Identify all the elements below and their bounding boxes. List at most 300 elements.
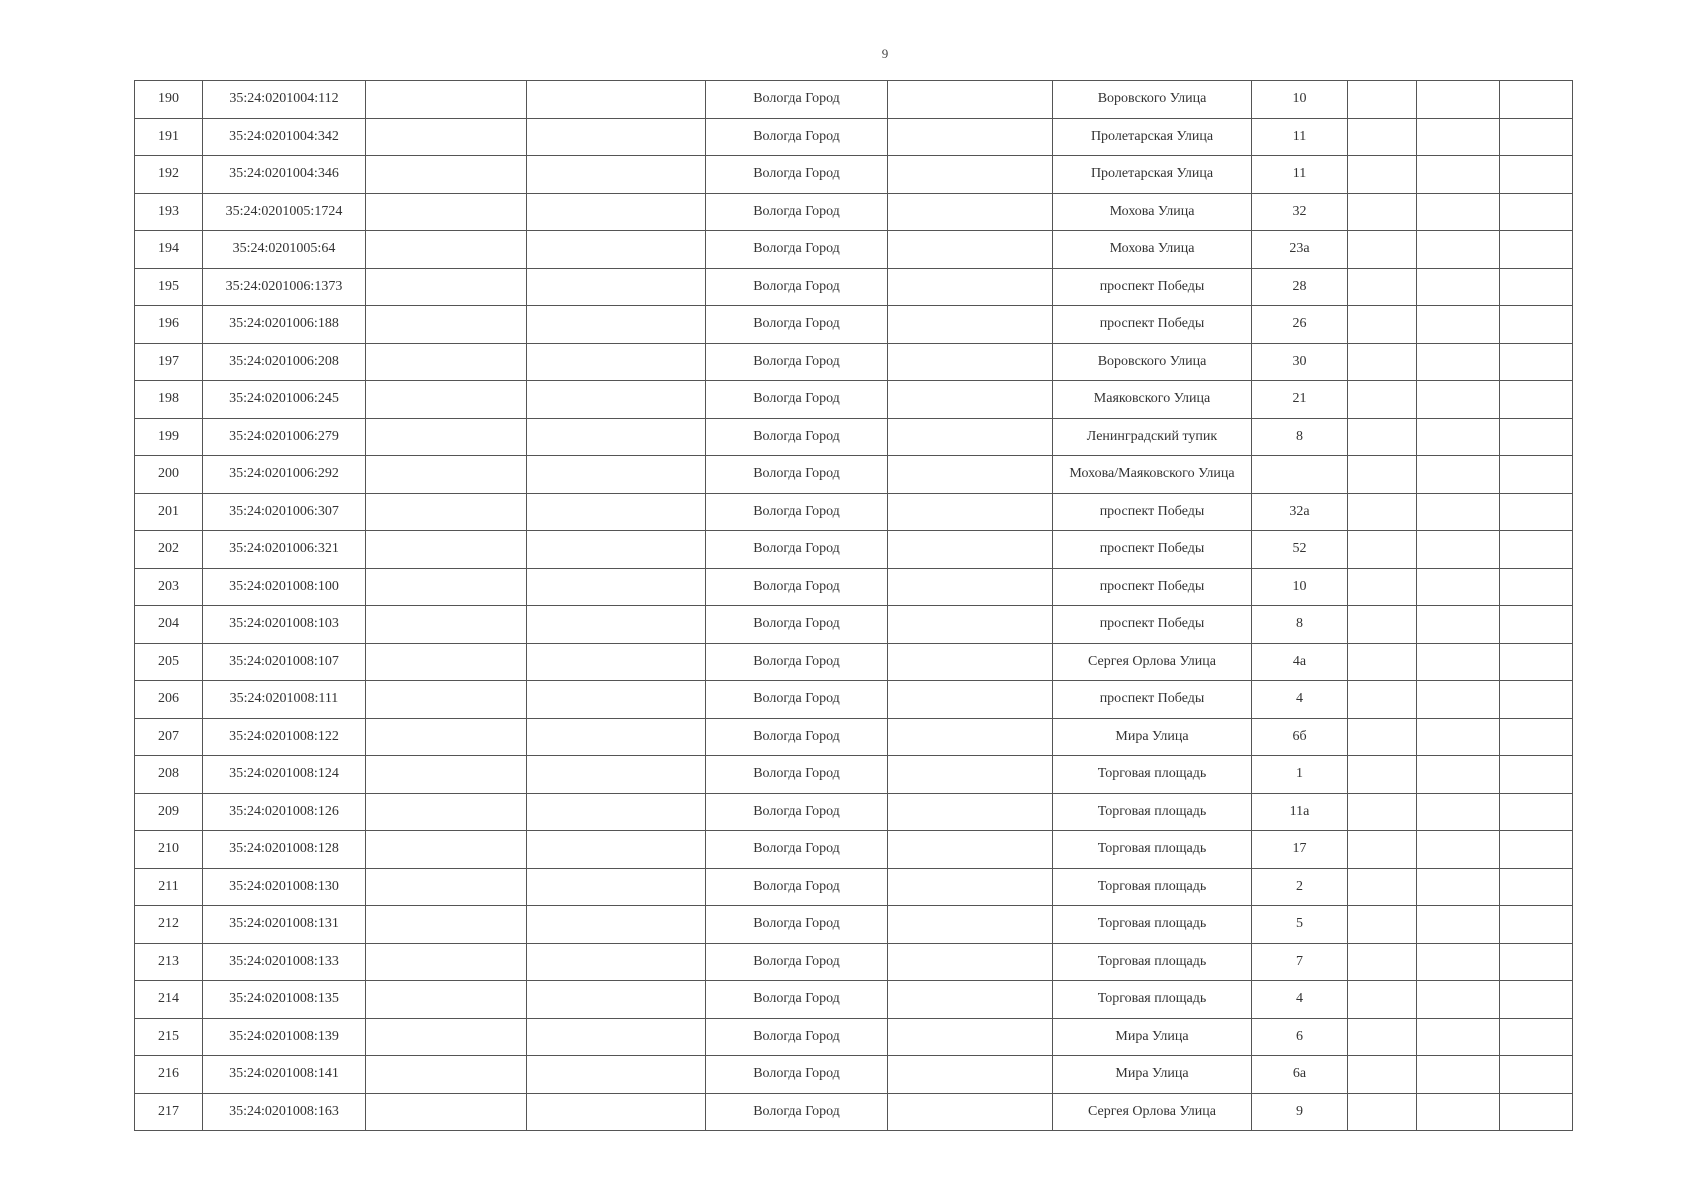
cadastral-number-cell: 35:24:0201008:133 bbox=[203, 943, 366, 981]
empty-cell bbox=[1500, 156, 1573, 194]
empty-cell bbox=[366, 493, 527, 531]
row-number-cell: 198 bbox=[135, 381, 203, 419]
house-number-cell: 6 bbox=[1252, 1018, 1348, 1056]
street-cell: Воровского Улица bbox=[1053, 343, 1252, 381]
city-cell: Вологда Город bbox=[706, 831, 888, 869]
empty-cell bbox=[888, 493, 1053, 531]
table-row bbox=[135, 981, 1573, 1019]
street-cell: проспект Победы bbox=[1053, 606, 1252, 644]
city-cell: Вологда Город bbox=[706, 906, 888, 944]
house-number-cell: 2 bbox=[1252, 868, 1348, 906]
empty-cell bbox=[888, 868, 1053, 906]
street-cell: Мира Улица bbox=[1053, 1018, 1252, 1056]
cadastral-number-cell: 35:24:0201006:208 bbox=[203, 343, 366, 381]
city-cell: Вологда Город bbox=[706, 81, 888, 119]
row-number-cell: 207 bbox=[135, 718, 203, 756]
table-row bbox=[135, 1093, 1573, 1131]
house-number-cell: 30 bbox=[1252, 343, 1348, 381]
empty-cell bbox=[888, 831, 1053, 869]
street-cell: Пролетарская Улица bbox=[1053, 118, 1252, 156]
empty-cell bbox=[1417, 1056, 1500, 1094]
empty-cell bbox=[888, 1056, 1053, 1094]
house-number-cell: 26 bbox=[1252, 306, 1348, 344]
empty-cell bbox=[527, 268, 706, 306]
house-number-cell: 23а bbox=[1252, 231, 1348, 269]
house-number-cell: 4 bbox=[1252, 981, 1348, 1019]
row-number-cell: 213 bbox=[135, 943, 203, 981]
empty-cell bbox=[1348, 793, 1417, 831]
empty-cell bbox=[888, 793, 1053, 831]
empty-cell bbox=[888, 1018, 1053, 1056]
city-cell: Вологда Город bbox=[706, 193, 888, 231]
empty-cell bbox=[366, 756, 527, 794]
table-row bbox=[135, 306, 1573, 344]
empty-cell bbox=[1500, 643, 1573, 681]
empty-cell bbox=[888, 531, 1053, 569]
empty-cell bbox=[366, 681, 527, 719]
empty-cell bbox=[1348, 531, 1417, 569]
empty-cell bbox=[888, 568, 1053, 606]
street-cell: Мохова Улица bbox=[1053, 193, 1252, 231]
empty-cell bbox=[1417, 1018, 1500, 1056]
city-cell: Вологда Город bbox=[706, 1018, 888, 1056]
empty-cell bbox=[527, 643, 706, 681]
empty-cell bbox=[1348, 981, 1417, 1019]
empty-cell bbox=[1417, 531, 1500, 569]
cadastral-number-cell: 35:24:0201008:131 bbox=[203, 906, 366, 944]
empty-cell bbox=[888, 343, 1053, 381]
empty-cell bbox=[366, 531, 527, 569]
city-cell: Вологда Город bbox=[706, 793, 888, 831]
empty-cell bbox=[888, 1093, 1053, 1131]
empty-cell bbox=[366, 943, 527, 981]
house-number-cell: 4 bbox=[1252, 681, 1348, 719]
empty-cell bbox=[1417, 118, 1500, 156]
empty-cell bbox=[888, 306, 1053, 344]
empty-cell bbox=[1417, 418, 1500, 456]
table-row bbox=[135, 118, 1573, 156]
empty-cell bbox=[1500, 981, 1573, 1019]
empty-cell bbox=[888, 681, 1053, 719]
cadastral-number-cell: 35:24:0201008:103 bbox=[203, 606, 366, 644]
empty-cell bbox=[366, 381, 527, 419]
empty-cell bbox=[1500, 718, 1573, 756]
empty-cell bbox=[1500, 193, 1573, 231]
house-number-cell: 10 bbox=[1252, 568, 1348, 606]
house-number-cell: 17 bbox=[1252, 831, 1348, 869]
house-number-cell: 11а bbox=[1252, 793, 1348, 831]
row-number-cell: 192 bbox=[135, 156, 203, 194]
city-cell: Вологда Город bbox=[706, 381, 888, 419]
row-number-cell: 214 bbox=[135, 981, 203, 1019]
empty-cell bbox=[366, 1093, 527, 1131]
table-row bbox=[135, 1018, 1573, 1056]
cadastral-number-cell: 35:24:0201004:346 bbox=[203, 156, 366, 194]
empty-cell bbox=[527, 1056, 706, 1094]
empty-cell bbox=[366, 456, 527, 494]
empty-cell bbox=[1417, 793, 1500, 831]
empty-cell bbox=[1500, 1056, 1573, 1094]
street-cell: Воровского Улица bbox=[1053, 81, 1252, 119]
empty-cell bbox=[527, 943, 706, 981]
empty-cell bbox=[366, 643, 527, 681]
empty-cell bbox=[1500, 568, 1573, 606]
empty-cell bbox=[1417, 156, 1500, 194]
city-cell: Вологда Город bbox=[706, 418, 888, 456]
cadastral-number-cell: 35:24:0201006:292 bbox=[203, 456, 366, 494]
empty-cell bbox=[527, 418, 706, 456]
empty-cell bbox=[527, 343, 706, 381]
empty-cell bbox=[366, 306, 527, 344]
empty-cell bbox=[1348, 118, 1417, 156]
row-number-cell: 215 bbox=[135, 1018, 203, 1056]
row-number-cell: 195 bbox=[135, 268, 203, 306]
house-number-cell: 32 bbox=[1252, 193, 1348, 231]
city-cell: Вологда Город bbox=[706, 1056, 888, 1094]
empty-cell bbox=[1500, 343, 1573, 381]
empty-cell bbox=[1348, 1056, 1417, 1094]
empty-cell bbox=[888, 381, 1053, 419]
empty-cell bbox=[366, 981, 527, 1019]
empty-cell bbox=[888, 156, 1053, 194]
empty-cell bbox=[1500, 493, 1573, 531]
table-row bbox=[135, 493, 1573, 531]
empty-cell bbox=[527, 118, 706, 156]
house-number-cell: 21 bbox=[1252, 381, 1348, 419]
table-row bbox=[135, 906, 1573, 944]
city-cell: Вологда Город bbox=[706, 568, 888, 606]
row-number-cell: 209 bbox=[135, 793, 203, 831]
table-row bbox=[135, 868, 1573, 906]
empty-cell bbox=[527, 231, 706, 269]
cadastral-number-cell: 35:24:0201008:124 bbox=[203, 756, 366, 794]
empty-cell bbox=[527, 793, 706, 831]
empty-cell bbox=[1348, 193, 1417, 231]
cadastral-number-cell: 35:24:0201008:135 bbox=[203, 981, 366, 1019]
empty-cell bbox=[1348, 643, 1417, 681]
empty-cell bbox=[1417, 306, 1500, 344]
street-cell: Мира Улица bbox=[1053, 718, 1252, 756]
empty-cell bbox=[1417, 831, 1500, 869]
empty-cell bbox=[527, 906, 706, 944]
table-row bbox=[135, 793, 1573, 831]
empty-cell bbox=[1500, 943, 1573, 981]
empty-cell bbox=[1348, 681, 1417, 719]
cadastral-number-cell: 35:24:0201008:130 bbox=[203, 868, 366, 906]
empty-cell bbox=[1348, 831, 1417, 869]
row-number-cell: 199 bbox=[135, 418, 203, 456]
street-cell: проспект Победы bbox=[1053, 681, 1252, 719]
house-number-cell: 8 bbox=[1252, 418, 1348, 456]
empty-cell bbox=[1348, 606, 1417, 644]
empty-cell bbox=[527, 606, 706, 644]
empty-cell bbox=[888, 718, 1053, 756]
row-number-cell: 203 bbox=[135, 568, 203, 606]
house-number-cell: 6а bbox=[1252, 1056, 1348, 1094]
city-cell: Вологда Город bbox=[706, 756, 888, 794]
cadastral-number-cell: 35:24:0201006:1373 bbox=[203, 268, 366, 306]
table-row bbox=[135, 81, 1573, 119]
city-cell: Вологда Город bbox=[706, 943, 888, 981]
empty-cell bbox=[1500, 756, 1573, 794]
empty-cell bbox=[1417, 606, 1500, 644]
house-number-cell: 8 bbox=[1252, 606, 1348, 644]
empty-cell bbox=[366, 906, 527, 944]
empty-cell bbox=[527, 1093, 706, 1131]
empty-cell bbox=[1500, 906, 1573, 944]
street-cell: Торговая площадь bbox=[1053, 906, 1252, 944]
row-number-cell: 210 bbox=[135, 831, 203, 869]
house-number-cell: 4а bbox=[1252, 643, 1348, 681]
city-cell: Вологда Город bbox=[706, 493, 888, 531]
empty-cell bbox=[888, 193, 1053, 231]
empty-cell bbox=[1417, 906, 1500, 944]
empty-cell bbox=[1348, 718, 1417, 756]
street-cell: Торговая площадь bbox=[1053, 868, 1252, 906]
street-cell: Торговая площадь bbox=[1053, 756, 1252, 794]
empty-cell bbox=[1348, 418, 1417, 456]
cadastral-number-cell: 35:24:0201005:64 bbox=[203, 231, 366, 269]
street-cell: Сергея Орлова Улица bbox=[1053, 643, 1252, 681]
empty-cell bbox=[1417, 643, 1500, 681]
table-row bbox=[135, 456, 1573, 494]
empty-cell bbox=[366, 793, 527, 831]
empty-cell bbox=[1417, 718, 1500, 756]
cadastral-number-cell: 35:24:0201006:188 bbox=[203, 306, 366, 344]
row-number-cell: 190 bbox=[135, 81, 203, 119]
city-cell: Вологда Город bbox=[706, 231, 888, 269]
house-number-cell: 28 bbox=[1252, 268, 1348, 306]
empty-cell bbox=[1500, 306, 1573, 344]
empty-cell bbox=[1500, 118, 1573, 156]
empty-cell bbox=[1348, 943, 1417, 981]
empty-cell bbox=[366, 868, 527, 906]
cadastral-number-cell: 35:24:0201008:141 bbox=[203, 1056, 366, 1094]
empty-cell bbox=[1348, 1093, 1417, 1131]
empty-cell bbox=[1348, 306, 1417, 344]
empty-cell bbox=[888, 81, 1053, 119]
city-cell: Вологда Город bbox=[706, 718, 888, 756]
cadastral-number-cell: 35:24:0201008:126 bbox=[203, 793, 366, 831]
table-row bbox=[135, 831, 1573, 869]
table-row bbox=[135, 193, 1573, 231]
empty-cell bbox=[1500, 1018, 1573, 1056]
table-row bbox=[135, 568, 1573, 606]
cadastral-number-cell: 35:24:0201005:1724 bbox=[203, 193, 366, 231]
empty-cell bbox=[1348, 81, 1417, 119]
empty-cell bbox=[1417, 1093, 1500, 1131]
empty-cell bbox=[1348, 156, 1417, 194]
cadastral-number-cell: 35:24:0201004:342 bbox=[203, 118, 366, 156]
empty-cell bbox=[366, 193, 527, 231]
empty-cell bbox=[527, 568, 706, 606]
street-cell: Маяковского Улица bbox=[1053, 381, 1252, 419]
house-number-cell bbox=[1252, 456, 1348, 494]
empty-cell bbox=[888, 268, 1053, 306]
city-cell: Вологда Город bbox=[706, 306, 888, 344]
cadastral-number-cell: 35:24:0201008:139 bbox=[203, 1018, 366, 1056]
house-number-cell: 9 bbox=[1252, 1093, 1348, 1131]
table-row bbox=[135, 343, 1573, 381]
row-number-cell: 201 bbox=[135, 493, 203, 531]
empty-cell bbox=[1417, 756, 1500, 794]
street-cell: Мохова Улица bbox=[1053, 231, 1252, 269]
house-number-cell: 11 bbox=[1252, 118, 1348, 156]
empty-cell bbox=[527, 718, 706, 756]
empty-cell bbox=[888, 118, 1053, 156]
empty-cell bbox=[888, 906, 1053, 944]
row-number-cell: 212 bbox=[135, 906, 203, 944]
empty-cell bbox=[527, 756, 706, 794]
street-cell: Торговая площадь bbox=[1053, 943, 1252, 981]
city-cell: Вологда Город bbox=[706, 981, 888, 1019]
empty-cell bbox=[1417, 268, 1500, 306]
street-cell: Сергея Орлова Улица bbox=[1053, 1093, 1252, 1131]
empty-cell bbox=[888, 231, 1053, 269]
empty-cell bbox=[1348, 231, 1417, 269]
empty-cell bbox=[527, 531, 706, 569]
empty-cell bbox=[366, 1056, 527, 1094]
table-row bbox=[135, 1056, 1573, 1094]
cadastral-number-cell: 35:24:0201004:112 bbox=[203, 81, 366, 119]
empty-cell bbox=[366, 81, 527, 119]
house-number-cell: 10 bbox=[1252, 81, 1348, 119]
row-number-cell: 208 bbox=[135, 756, 203, 794]
empty-cell bbox=[366, 343, 527, 381]
empty-cell bbox=[1348, 493, 1417, 531]
empty-cell bbox=[527, 681, 706, 719]
row-number-cell: 217 bbox=[135, 1093, 203, 1131]
table-row bbox=[135, 268, 1573, 306]
empty-cell bbox=[527, 456, 706, 494]
empty-cell bbox=[366, 118, 527, 156]
empty-cell bbox=[366, 831, 527, 869]
empty-cell bbox=[527, 868, 706, 906]
house-number-cell: 32а bbox=[1252, 493, 1348, 531]
empty-cell bbox=[1417, 943, 1500, 981]
property-table bbox=[134, 80, 1573, 1131]
empty-cell bbox=[527, 381, 706, 419]
empty-cell bbox=[888, 456, 1053, 494]
empty-cell bbox=[527, 193, 706, 231]
empty-cell bbox=[1500, 268, 1573, 306]
empty-cell bbox=[366, 231, 527, 269]
empty-cell bbox=[366, 156, 527, 194]
row-number-cell: 193 bbox=[135, 193, 203, 231]
street-cell: проспект Победы bbox=[1053, 306, 1252, 344]
city-cell: Вологда Город bbox=[706, 606, 888, 644]
street-cell: проспект Победы bbox=[1053, 531, 1252, 569]
empty-cell bbox=[1417, 81, 1500, 119]
city-cell: Вологда Город bbox=[706, 531, 888, 569]
empty-cell bbox=[1417, 456, 1500, 494]
cadastral-number-cell: 35:24:0201008:111 bbox=[203, 681, 366, 719]
empty-cell bbox=[888, 418, 1053, 456]
city-cell: Вологда Город bbox=[706, 268, 888, 306]
street-cell: проспект Победы bbox=[1053, 493, 1252, 531]
empty-cell bbox=[1417, 193, 1500, 231]
empty-cell bbox=[1417, 981, 1500, 1019]
street-cell: Торговая площадь bbox=[1053, 793, 1252, 831]
empty-cell bbox=[1348, 868, 1417, 906]
empty-cell bbox=[366, 718, 527, 756]
table-row bbox=[135, 643, 1573, 681]
empty-cell bbox=[1348, 906, 1417, 944]
house-number-cell: 11 bbox=[1252, 156, 1348, 194]
street-cell: проспект Победы bbox=[1053, 568, 1252, 606]
house-number-cell: 7 bbox=[1252, 943, 1348, 981]
empty-cell bbox=[366, 1018, 527, 1056]
cadastral-number-cell: 35:24:0201006:307 bbox=[203, 493, 366, 531]
table-row bbox=[135, 756, 1573, 794]
empty-cell bbox=[1417, 568, 1500, 606]
city-cell: Вологда Город bbox=[706, 343, 888, 381]
empty-cell bbox=[1348, 756, 1417, 794]
empty-cell bbox=[366, 418, 527, 456]
empty-cell bbox=[1417, 493, 1500, 531]
street-cell: Пролетарская Улица bbox=[1053, 156, 1252, 194]
cadastral-number-cell: 35:24:0201008:107 bbox=[203, 643, 366, 681]
empty-cell bbox=[1417, 343, 1500, 381]
empty-cell bbox=[1500, 1093, 1573, 1131]
table-row bbox=[135, 681, 1573, 719]
street-cell: Мохова/Маяковского Улица bbox=[1053, 456, 1252, 494]
empty-cell bbox=[1500, 606, 1573, 644]
table-row bbox=[135, 718, 1573, 756]
empty-cell bbox=[888, 756, 1053, 794]
row-number-cell: 206 bbox=[135, 681, 203, 719]
empty-cell bbox=[1500, 381, 1573, 419]
empty-cell bbox=[1348, 568, 1417, 606]
table-row bbox=[135, 231, 1573, 269]
empty-cell bbox=[1500, 81, 1573, 119]
table-row bbox=[135, 531, 1573, 569]
street-cell: Мира Улица bbox=[1053, 1056, 1252, 1094]
empty-cell bbox=[1500, 793, 1573, 831]
table-row bbox=[135, 381, 1573, 419]
row-number-cell: 197 bbox=[135, 343, 203, 381]
empty-cell bbox=[527, 831, 706, 869]
city-cell: Вологда Город bbox=[706, 1093, 888, 1131]
row-number-cell: 191 bbox=[135, 118, 203, 156]
city-cell: Вологда Город bbox=[706, 118, 888, 156]
empty-cell bbox=[1500, 418, 1573, 456]
empty-cell bbox=[1348, 268, 1417, 306]
empty-cell bbox=[527, 981, 706, 1019]
empty-cell bbox=[366, 606, 527, 644]
empty-cell bbox=[1417, 381, 1500, 419]
cadastral-number-cell: 35:24:0201006:245 bbox=[203, 381, 366, 419]
row-number-cell: 204 bbox=[135, 606, 203, 644]
street-cell: Ленинградский тупик bbox=[1053, 418, 1252, 456]
house-number-cell: 1 bbox=[1252, 756, 1348, 794]
row-number-cell: 202 bbox=[135, 531, 203, 569]
empty-cell bbox=[1500, 531, 1573, 569]
empty-cell bbox=[888, 643, 1053, 681]
city-cell: Вологда Город bbox=[706, 456, 888, 494]
row-number-cell: 196 bbox=[135, 306, 203, 344]
row-number-cell: 194 bbox=[135, 231, 203, 269]
empty-cell bbox=[1500, 681, 1573, 719]
empty-cell bbox=[1500, 868, 1573, 906]
cadastral-number-cell: 35:24:0201006:279 bbox=[203, 418, 366, 456]
empty-cell bbox=[1348, 456, 1417, 494]
house-number-cell: 6б bbox=[1252, 718, 1348, 756]
house-number-cell: 5 bbox=[1252, 906, 1348, 944]
empty-cell bbox=[1500, 231, 1573, 269]
street-cell: Торговая площадь bbox=[1053, 981, 1252, 1019]
city-cell: Вологда Город bbox=[706, 868, 888, 906]
